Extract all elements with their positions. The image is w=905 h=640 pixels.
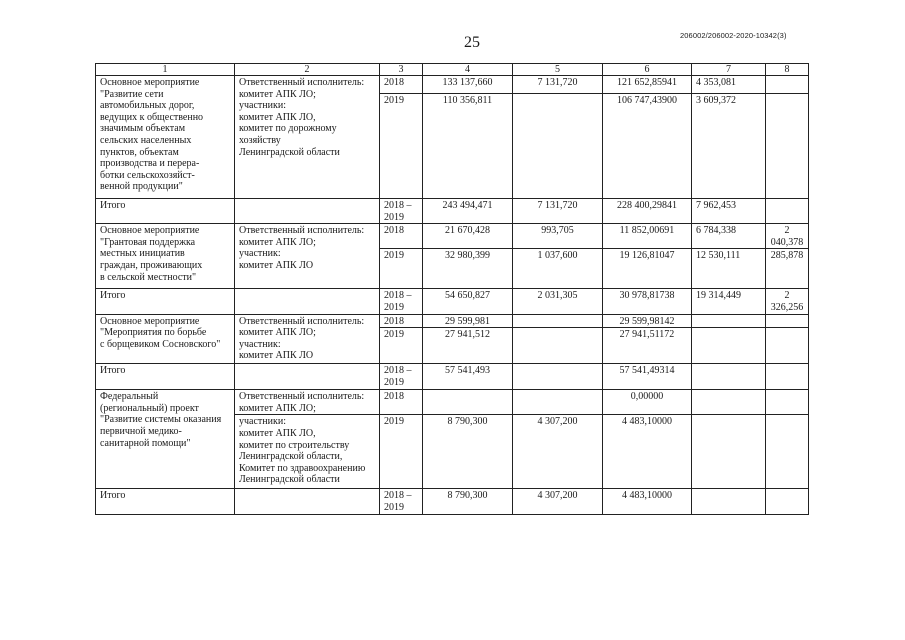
value-cell [766, 390, 809, 415]
value-cell: 57 541,49314 [603, 364, 692, 390]
column-number: 2 [235, 64, 380, 76]
value-cell: 0,00000 [603, 390, 692, 415]
column-number: 4 [423, 64, 513, 76]
executor-cell [235, 199, 380, 224]
executor-cell: Ответственный исполнитель: комитет АПК ЛО; участник: комитет АПК ЛО [235, 314, 380, 364]
value-cell [766, 76, 809, 94]
value-cell [513, 314, 603, 328]
value-cell: 57 541,493 [423, 364, 513, 390]
value-cell: 8 790,300 [423, 415, 513, 489]
column-number: 6 [603, 64, 692, 76]
year-cell: 2018 – 2019 [380, 364, 423, 390]
value-cell [692, 314, 766, 328]
value-cell: 27 941,512 [423, 328, 513, 364]
table-row [96, 314, 809, 328]
measure-name: Основное мероприятие "Мероприятия по борьбе с борщевиком Сосновского" [96, 314, 235, 364]
year-cell: 2019 [380, 328, 423, 364]
value-cell [692, 390, 766, 415]
value-cell: 243 494,471 [423, 199, 513, 224]
value-cell: 2 040,378 [766, 224, 809, 249]
total-label: Итого [96, 199, 235, 224]
year-cell: 2018 – 2019 [380, 289, 423, 314]
executor-cell: Ответственный исполнитель: комитет АПК ЛО; участники: комитет АПК ЛО, комитет по дорожному хозяйству Ленинградской области [235, 76, 380, 199]
year-cell: 2018 – 2019 [380, 489, 423, 515]
column-number: 5 [513, 64, 603, 76]
value-cell: 2 326,256 [766, 289, 809, 314]
value-cell: 7 131,720 [513, 76, 603, 94]
value-cell: 27 941,51172 [603, 328, 692, 364]
year-cell: 2019 [380, 415, 423, 489]
column-number: 3 [380, 64, 423, 76]
value-cell: 19 126,81047 [603, 249, 692, 289]
total-label: Итого [96, 364, 235, 390]
value-cell: 7 962,453 [692, 199, 766, 224]
value-cell [513, 364, 603, 390]
executor-cell [235, 364, 380, 390]
year-cell: 2019 [380, 94, 423, 199]
value-cell: 4 307,200 [513, 415, 603, 489]
value-cell: 6 784,338 [692, 224, 766, 249]
value-cell: 285,878 [766, 249, 809, 289]
measure-name: Основное мероприятие "Грантовая поддержка местных инициатив граждан, проживающих в сельской местности" [96, 224, 235, 289]
value-cell [513, 94, 603, 199]
year-cell: 2018 – 2019 [380, 199, 423, 224]
value-cell: 7 131,720 [513, 199, 603, 224]
value-cell [766, 328, 809, 364]
value-cell [766, 415, 809, 489]
table-row [96, 76, 809, 94]
value-cell: 110 356,811 [423, 94, 513, 199]
value-cell [766, 94, 809, 199]
value-cell: 4 483,10000 [603, 415, 692, 489]
value-cell [692, 364, 766, 390]
value-cell [692, 328, 766, 364]
value-cell: 993,705 [513, 224, 603, 249]
value-cell: 2 031,305 [513, 289, 603, 314]
executor-cell: участники: комитет АПК ЛО, комитет по строительству Ленинградской области, Комитет по здравоохранению Ленинградской области [235, 415, 380, 489]
table-row [96, 390, 809, 415]
value-cell: 21 670,428 [423, 224, 513, 249]
total-row [96, 364, 809, 390]
value-cell: 11 852,00691 [603, 224, 692, 249]
value-cell: 29 599,98142 [603, 314, 692, 328]
value-cell: 1 037,600 [513, 249, 603, 289]
total-row [96, 199, 809, 224]
executor-cell [235, 289, 380, 314]
measure-name: Основное мероприятие "Развитие сети автомобильных дорог, ведущих к общественно значимым объектам сельских населенных пунктов, объектам производства и перера- ботки сельскохозяйст- венной продукции" [96, 76, 235, 199]
value-cell [766, 364, 809, 390]
year-cell: 2018 [380, 314, 423, 328]
value-cell [513, 390, 603, 415]
year-cell: 2018 [380, 76, 423, 94]
table-row [96, 224, 809, 249]
value-cell: 19 314,449 [692, 289, 766, 314]
value-cell [766, 199, 809, 224]
value-cell: 133 137,660 [423, 76, 513, 94]
measure-name: Федеральный (региональный) проект "Развитие системы оказания первичной медико- санитарной помощи" [96, 390, 235, 489]
value-cell: 4 483,10000 [603, 489, 692, 515]
year-cell: 2018 [380, 390, 423, 415]
value-cell: 54 650,827 [423, 289, 513, 314]
value-cell: 8 790,300 [423, 489, 513, 515]
year-cell: 2018 [380, 224, 423, 249]
value-cell: 228 400,29841 [603, 199, 692, 224]
value-cell [692, 489, 766, 515]
value-cell [692, 415, 766, 489]
value-cell [513, 328, 603, 364]
page-number: 25 [464, 34, 480, 51]
value-cell [423, 390, 513, 415]
column-number-row [96, 64, 809, 76]
value-cell: 12 530,111 [692, 249, 766, 289]
column-number: 8 [766, 64, 809, 76]
value-cell: 106 747,43900 [603, 94, 692, 199]
executor-cell: Ответственный исполнитель: комитет АПК ЛО; участник: комитет АПК ЛО [235, 224, 380, 289]
executor-cell: Ответственный исполнитель: комитет АПК ЛО; [235, 390, 380, 415]
value-cell [766, 489, 809, 515]
column-number: 1 [96, 64, 235, 76]
value-cell: 4 353,081 [692, 76, 766, 94]
value-cell: 121 652,85941 [603, 76, 692, 94]
total-row [96, 289, 809, 314]
value-cell [766, 314, 809, 328]
value-cell: 30 978,81738 [603, 289, 692, 314]
value-cell: 29 599,981 [423, 314, 513, 328]
total-label: Итого [96, 289, 235, 314]
total-row [96, 489, 809, 515]
budget-table [95, 63, 809, 515]
value-cell: 32 980,399 [423, 249, 513, 289]
column-number: 7 [692, 64, 766, 76]
executor-cell [235, 489, 380, 515]
value-cell: 4 307,200 [513, 489, 603, 515]
year-cell: 2019 [380, 249, 423, 289]
document-code: 206002/206002-2020-10342(3) [680, 31, 787, 40]
value-cell: 3 609,372 [692, 94, 766, 199]
total-label: Итого [96, 489, 235, 515]
